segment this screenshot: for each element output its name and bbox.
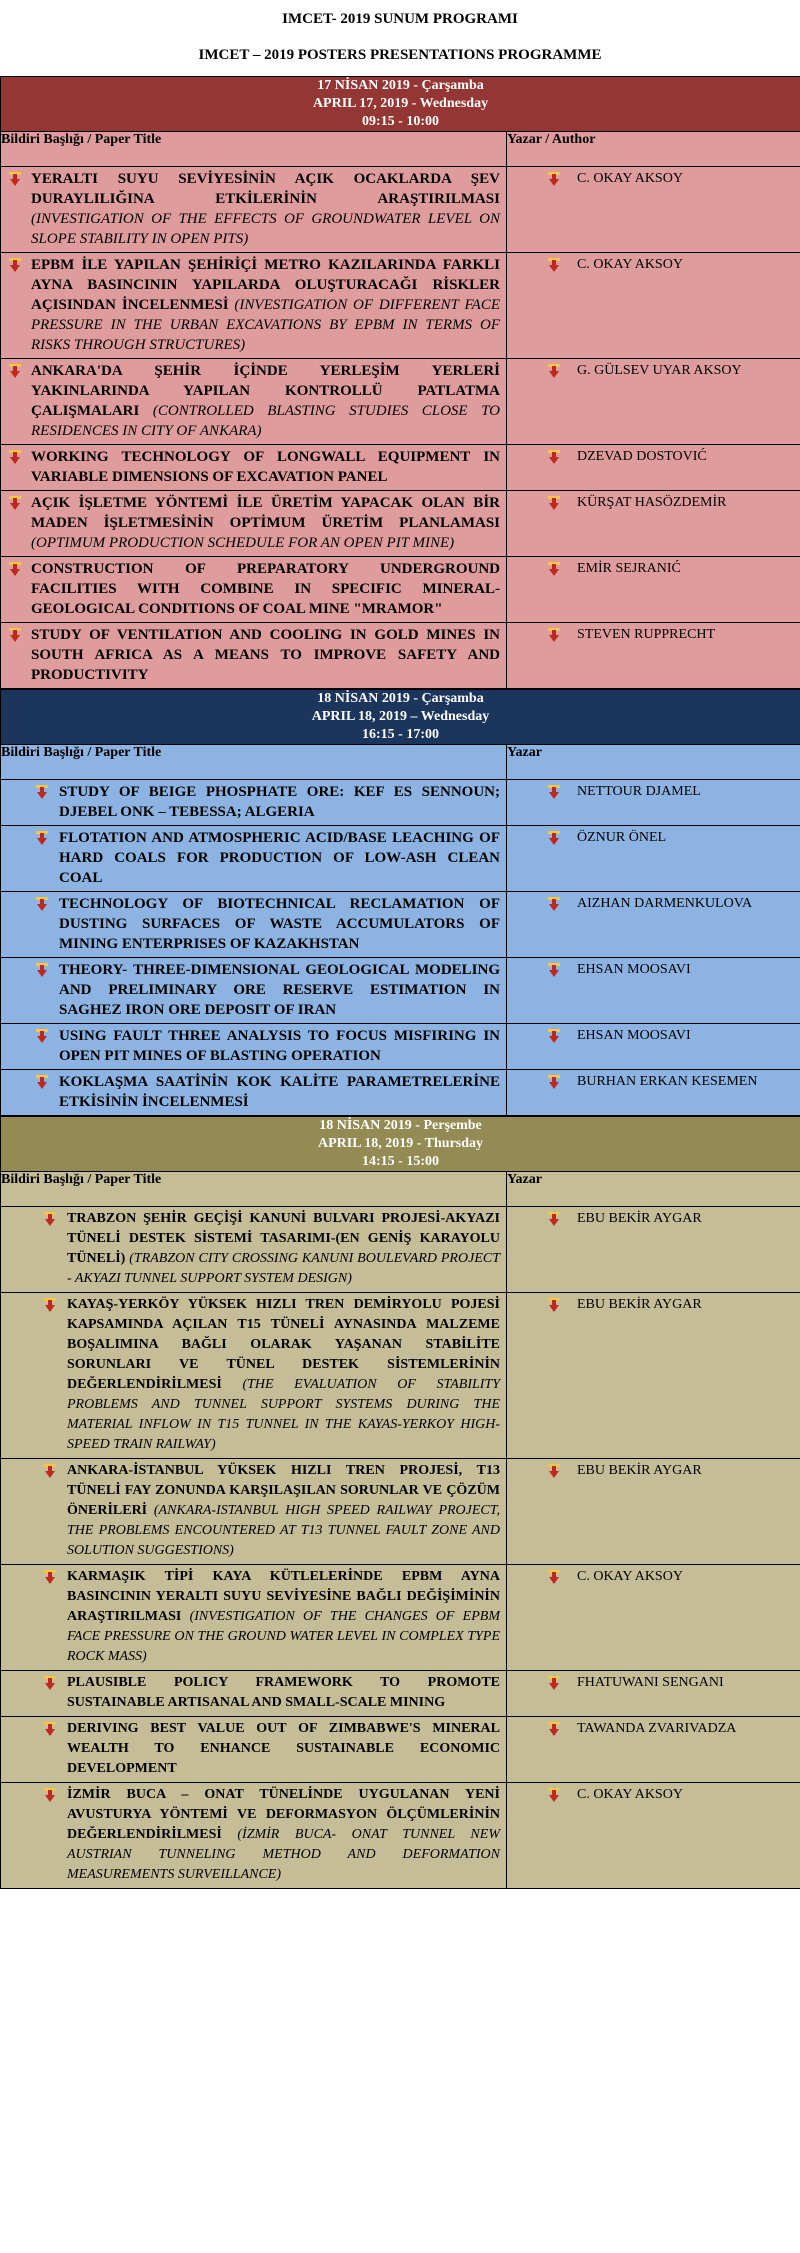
session-header: [1, 690, 800, 745]
bullet-arrow-icon: [547, 1569, 561, 1585]
paper-title-text: [31, 625, 500, 685]
table-row: [1, 1717, 800, 1783]
page-title: IMCET- 2019 SUNUM PROGRAMI: [282, 11, 518, 27]
bullet-arrow-icon: [547, 257, 561, 273]
paper-title-english: (OPTIMUM PRODUCTION SCHEDULE FOR AN OPEN PIT MINE): [31, 535, 455, 551]
paper-title-text: [67, 1209, 500, 1289]
paper-title: STUDY OF BEIGE PHOSPHATE ORE: KEF ES SENNOUN; DJEBEL ONK – TEBESSA; ALGERIA: [59, 784, 500, 820]
bullet-arrow-icon: [8, 495, 22, 511]
table-row: [1, 780, 800, 826]
bullet-arrow-icon: [43, 1463, 57, 1479]
author-cell: [507, 253, 800, 359]
paper-title-english: (INVESTIGATION OF THE CHANGES OF EPBM FACE PRESSURE ON THE GROUND WATER LEVEL IN COMPLEX TYPE ROCK MASS): [67, 1609, 501, 1664]
session-time: 16:15 - 17:00: [362, 727, 439, 742]
author-cell: [507, 892, 800, 958]
table-row: [1, 557, 800, 623]
paper-title-cell: [1, 1207, 507, 1293]
bullet-arrow-icon: [547, 1721, 561, 1737]
paper-title-cell: [1, 1717, 507, 1783]
author-name: AIZHAN DARMENKULOVA: [577, 896, 753, 911]
bullet-arrow-icon: [547, 962, 561, 978]
author-cell: [507, 780, 800, 826]
paper-title: KOKLAŞMA SAATİNİN KOK KALİTE PARAMETRELERİNE ETKİSİNİN İNCELENMESİ: [59, 1074, 500, 1110]
author-cell: [507, 1024, 800, 1070]
paper-title: YERALTI SUYU SEVİYESİNİN AÇIK OCAKLARDA ŞEV DURAYLILIĞINA ETKİLERİNİN ARAŞTIRILMASI: [31, 171, 500, 207]
table-row: [1, 1293, 800, 1459]
session-date-tr: 18 NİSAN 2019 - Perşembe: [319, 1118, 482, 1133]
author-name: DZEVAD DOSTOVIĆ: [577, 449, 707, 464]
paper-title-english: (INVESTIGATION OF DIFFERENT FACE PRESSURE IN THE URBAN EXCAVATIONS BY EPBM IN TERMS OF RISKS THROUGH STRUCTURES): [31, 297, 501, 353]
session-date-tr: 18 NİSAN 2019 - Çarşamba: [317, 691, 484, 706]
bullet-arrow-icon: [35, 962, 49, 978]
table-row: [1, 491, 800, 557]
paper-title-cell: [1, 1783, 507, 1889]
table-row: [1, 1783, 800, 1889]
author-cell: [507, 826, 800, 892]
column-header-row: [1, 132, 800, 167]
session-date-en: APRIL 18, 2019 - Thursday: [317, 1136, 484, 1151]
page-subtitle: IMCET – 2019 POSTERS PRESENTATIONS PROGRAMME: [198, 47, 602, 63]
paper-title: THEORY- THREE-DIMENSIONAL GEOLOGICAL MODELING AND PRELIMINARY ORE RESERVE ESTIMATION IN SAGHEZ IRON ORE DEPOSIT OF IRAN: [59, 962, 500, 1018]
author-cell: [507, 557, 800, 623]
bullet-arrow-icon: [35, 1028, 49, 1044]
author-cell: [507, 1293, 800, 1459]
paper-title: TRABZON ŞEHİR GEÇİŞİ KANUNİ BULVARI PROJESİ-AKYAZI TÜNELİ DESTEK SİSTEMİ TASARIMI-(EN GENİŞ KARAYOLU TÜNELİ): [67, 1211, 500, 1266]
bullet-arrow-icon: [547, 1074, 561, 1090]
author-cell: [507, 1671, 800, 1717]
paper-title: STUDY OF VENTILATION AND COOLING IN GOLD MINES IN SOUTH AFRICA AS A MEANS TO IMPROVE SAFETY AND PRODUCTIVITY: [31, 627, 500, 683]
author-cell: [507, 623, 800, 689]
paper-title-text: [31, 169, 500, 249]
author-name: EMİR SEJRANIĆ: [577, 561, 681, 576]
author-name: C. OKAY AKSOY: [577, 257, 683, 272]
author-cell: [507, 1207, 800, 1293]
author-name: TAWANDA ZVARIVADZA: [577, 1721, 737, 1736]
table-row: [1, 1207, 800, 1293]
bullet-arrow-icon: [35, 1074, 49, 1090]
bullet-arrow-icon: [547, 896, 561, 912]
paper-title-cell: [1, 1070, 507, 1116]
paper-title-text: [31, 361, 500, 441]
author-name: NETTOUR DJAMEL: [577, 784, 701, 799]
author-name: C. OKAY AKSOY: [577, 1787, 683, 1802]
paper-title-cell: [1, 892, 507, 958]
paper-title-cell: [1, 1293, 507, 1459]
author-cell: [507, 359, 800, 445]
session-header: [1, 77, 800, 132]
paper-title: USING FAULT THREE ANALYSIS TO FOCUS MISFIRING IN OPEN PIT MINES OF BLASTING OPERATION: [59, 1028, 500, 1064]
session-date-cell: [1, 1117, 800, 1172]
column-header-row: [1, 1172, 800, 1207]
paper-title-text: [67, 1673, 500, 1713]
bullet-arrow-icon: [8, 363, 22, 379]
author-cell: [507, 167, 800, 253]
table-row: [1, 1024, 800, 1070]
paper-title-text: [67, 1567, 500, 1667]
column-header-title: Bildiri Başlığı / Paper Title: [1, 1172, 507, 1207]
column-header-author: Yazar: [507, 1172, 800, 1207]
bullet-arrow-icon: [547, 627, 561, 643]
paper-title-cell: [1, 1565, 507, 1671]
bullet-arrow-icon: [547, 784, 561, 800]
paper-title-text: [59, 828, 500, 888]
paper-title: PLAUSIBLE POLICY FRAMEWORK TO PROMOTE SUSTAINABLE ARTISANAL AND SMALL-SCALE MINING: [67, 1675, 500, 1710]
bullet-arrow-icon: [43, 1787, 57, 1803]
paper-title: CONSTRUCTION OF PREPARATORY UNDERGROUND FACILITIES WITH COMBINE IN SPECIFIC MINERAL-GEOLOGICAL CONDITIONS OF COAL MINE "MRAMOR": [31, 561, 500, 617]
paper-title: ANKARA-İSTANBUL YÜKSEK HIZLI TREN PROJESİ, T13 TÜNELİ FAY ZONUNDA KARŞILAŞILAN SORUNLAR VE ÇÖZÜM ÖNERİLERİ: [67, 1463, 500, 1518]
paper-title-english: (ANKARA-ISTANBUL HIGH SPEED RAILWAY PROJECT, THE PROBLEMS ENCOUNTERED AT T13 TUNNEL FAULT ZONE AND SOLUTION SUGGESTIONS): [67, 1503, 501, 1558]
paper-title-text: [31, 493, 500, 553]
bullet-arrow-icon: [547, 1787, 561, 1803]
paper-title-cell: [1, 491, 507, 557]
bullet-arrow-icon: [547, 1675, 561, 1691]
bullet-arrow-icon: [43, 1211, 57, 1227]
paper-title: EPBM İLE YAPILAN ŞEHİRİÇİ METRO KAZILARINDA FARKLI AYNA BASINCININ YAPILARDA OLUŞTURACAĞI RİSKLER AÇISINDAN İNCELENMESİ: [31, 257, 500, 313]
author-cell: [507, 1459, 800, 1565]
author-cell: [507, 1717, 800, 1783]
bullet-arrow-icon: [35, 784, 49, 800]
paper-title-cell: [1, 167, 507, 253]
table-row: [1, 359, 800, 445]
paper-title-cell: [1, 1459, 507, 1565]
bullet-arrow-icon: [8, 561, 22, 577]
paper-title-english: (INVESTIGATION OF THE EFFECTS OF GROUNDWATER LEVEL ON SLOPE STABILITY IN OPEN PITS): [31, 211, 500, 247]
paper-title-cell: [1, 253, 507, 359]
column-header-author: Yazar / Author: [507, 132, 800, 167]
paper-title: AÇIK İŞLETME YÖNTEMİ İLE ÜRETİM YAPACAK OLAN BİR MADEN İŞLETMESİNİN OPTİMUM ÜRETİM PLANLAMASI: [31, 495, 500, 531]
paper-title-text: [31, 447, 500, 487]
paper-title-text: [59, 1026, 500, 1066]
paper-title-text: [67, 1295, 500, 1455]
table-row: [1, 1070, 800, 1116]
paper-title-text: [59, 782, 500, 822]
paper-title-cell: [1, 445, 507, 491]
bullet-arrow-icon: [547, 1028, 561, 1044]
bullet-arrow-icon: [8, 171, 22, 187]
paper-title: FLOTATION AND ATMOSPHERIC ACID/BASE LEACHING OF HARD COALS FOR PRODUCTION OF LOW-ASH CLEAN COAL: [59, 830, 500, 886]
author-name: BURHAN ERKAN KESEMEN: [577, 1074, 758, 1089]
session-time: 09:15 - 10:00: [362, 114, 439, 129]
session-time: 14:15 - 15:00: [362, 1154, 439, 1169]
paper-title-text: [31, 559, 500, 619]
paper-title-text: [67, 1719, 500, 1779]
session-table-3: [0, 1116, 800, 1889]
paper-title: KAYAŞ-YERKÖY YÜKSEK HIZLI TREN DEMİRYOLU POJESİ KAPSAMINDA AÇILAN T15 TÜNELİ AYNASINDA MALZEME BOŞALIMINA BAĞLI OLARAK YAŞANAN STABİLİTE SORUNLARI VE TÜNEL DESTEK SİSTEMLERİNİN DEĞERLENDİRİLMESİ: [67, 1297, 500, 1392]
paper-title-cell: [1, 1671, 507, 1717]
bullet-arrow-icon: [547, 449, 561, 465]
paper-title-text: [67, 1461, 500, 1561]
author-cell: [507, 958, 800, 1024]
bullet-arrow-icon: [8, 257, 22, 273]
table-row: [1, 253, 800, 359]
session-date-en: APRIL 17, 2019 - Wednesday: [312, 96, 489, 111]
author-name: EHSAN MOOSAVI: [577, 962, 691, 977]
table-row: [1, 1459, 800, 1565]
table-row: [1, 826, 800, 892]
author-name: EBU BEKİR AYGAR: [577, 1297, 702, 1312]
bullet-arrow-icon: [547, 830, 561, 846]
author-name: C. OKAY AKSOY: [577, 171, 683, 186]
paper-title-text: [59, 960, 500, 1020]
paper-title-english: (İZMİR BUCA- ONAT TUNNEL NEW AUSTRIAN TUNNELING METHOD AND DEFORMATION MEASUREMENTS SURVEILLANCE): [67, 1827, 500, 1882]
paper-title: ANKARA'DA ŞEHİR İÇİNDE YERLEŞİM YERLERİ YAKINLARINDA YAPILAN KONTROLLÜ PATLATMA ÇALIŞMALARI: [31, 363, 500, 419]
bullet-arrow-icon: [547, 1463, 561, 1479]
page-header: [0, 0, 800, 76]
author-cell: [507, 1070, 800, 1116]
column-header-author: Yazar: [507, 745, 800, 780]
author-name: STEVEN RUPPRECHT: [577, 627, 716, 642]
paper-title-cell: [1, 958, 507, 1024]
table-row: [1, 958, 800, 1024]
bullet-arrow-icon: [43, 1675, 57, 1691]
paper-title-english: (CONTROLLED BLASTING STUDIES CLOSE TO RESIDENCES IN CITY OF ANKARA): [31, 403, 501, 439]
author-cell: [507, 1783, 800, 1889]
author-name: KÜRŞAT HASÖZDEMİR: [577, 495, 727, 510]
paper-title-cell: [1, 557, 507, 623]
paper-title: KARMAŞIK TİPİ KAYA KÜTLELERİNDE EPBM AYNA BASINCININ YERALTI SUYU SEVİYESİNE BAĞLI DEĞİŞİMİNİN ARAŞTIRILMASI: [67, 1569, 500, 1624]
paper-title-cell: [1, 826, 507, 892]
session-date-cell: [1, 77, 800, 132]
bullet-arrow-icon: [8, 627, 22, 643]
author-name: G. GÜLSEV UYAR AKSOY: [577, 363, 742, 378]
table-row: [1, 623, 800, 689]
author-name: EHSAN MOOSAVI: [577, 1028, 691, 1043]
session-date-tr: 17 NİSAN 2019 - Çarşamba: [317, 78, 484, 93]
bullet-arrow-icon: [547, 1297, 561, 1313]
paper-title: DERIVING BEST VALUE OUT OF ZIMBABWE'S MINERAL WEALTH TO ENHANCE SUSTAINABLE ECONOMIC DEVELOPMENT: [67, 1721, 500, 1776]
bullet-arrow-icon: [547, 495, 561, 511]
table-row: [1, 167, 800, 253]
bullet-arrow-icon: [547, 171, 561, 187]
bullet-arrow-icon: [43, 1297, 57, 1313]
column-header-title: Bildiri Başlığı / Paper Title: [1, 745, 507, 780]
author-name: C. OKAY AKSOY: [577, 1569, 683, 1584]
sessions-container: [0, 76, 800, 1889]
session-date-cell: [1, 690, 800, 745]
paper-title-cell: [1, 623, 507, 689]
paper-title-english: (TRABZON CITY CROSSING KANUNI BOULEVARD PROJECT - AKYAZI TUNNEL SUPPORT SYSTEM DESIGN): [67, 1251, 500, 1286]
bullet-arrow-icon: [8, 449, 22, 465]
paper-title-text: [67, 1785, 500, 1885]
bullet-arrow-icon: [35, 896, 49, 912]
author-name: ÖZNUR ÖNEL: [577, 830, 667, 845]
session-table-2: [0, 689, 800, 1116]
author-name: EBU BEKİR AYGAR: [577, 1463, 702, 1478]
paper-title: İZMİR BUCA – ONAT TÜNELİNDE UYGULANAN YENİ AVUSTURYA YÖNTEMİ VE DEFORMASYON ÖLÇÜMLERİNİN DEĞERLENDİRİLMESİ: [67, 1787, 500, 1842]
bullet-arrow-icon: [547, 561, 561, 577]
session-date-en: APRIL 18, 2019 – Wednesday: [311, 709, 490, 724]
table-row: [1, 892, 800, 958]
paper-title: WORKING TECHNOLOGY OF LONGWALL EQUIPMENT IN VARIABLE DIMENSIONS OF EXCAVATION PANEL: [31, 449, 500, 485]
bullet-arrow-icon: [43, 1721, 57, 1737]
author-cell: [507, 1565, 800, 1671]
author-cell: [507, 445, 800, 491]
paper-title-cell: [1, 359, 507, 445]
column-header-title: Bildiri Başlığı / Paper Title: [1, 132, 507, 167]
author-name: FHATUWANI SENGANI: [577, 1675, 724, 1690]
bullet-arrow-icon: [35, 830, 49, 846]
paper-title-english: (THE EVALUATION OF STABILITY PROBLEMS AND TUNNEL SUPPORT SYSTEMS DURING THE MATERIAL INFLOW IN T15 TUNNEL IN THE KAYAS-YERKOY HIGH-SPEED TRAIN RAILWAY): [67, 1377, 501, 1452]
session-header: [1, 1117, 800, 1172]
paper-title-cell: [1, 780, 507, 826]
paper-title: TECHNOLOGY OF BIOTECHNICAL RECLAMATION OF DUSTING SURFACES OF WASTE ACCUMULATORS OF MINING ENTERPRISES OF KAZAKHSTAN: [59, 896, 500, 952]
author-cell: [507, 491, 800, 557]
author-name: EBU BEKİR AYGAR: [577, 1211, 702, 1226]
table-row: [1, 1671, 800, 1717]
bullet-arrow-icon: [547, 1211, 561, 1227]
paper-title-text: [31, 255, 500, 355]
paper-title-text: [59, 1072, 500, 1112]
session-table-1: [0, 76, 800, 689]
table-row: [1, 445, 800, 491]
bullet-arrow-icon: [43, 1569, 57, 1585]
bullet-arrow-icon: [547, 363, 561, 379]
column-header-row: [1, 745, 800, 780]
table-row: [1, 1565, 800, 1671]
paper-title-cell: [1, 1024, 507, 1070]
paper-title-text: [59, 894, 500, 954]
